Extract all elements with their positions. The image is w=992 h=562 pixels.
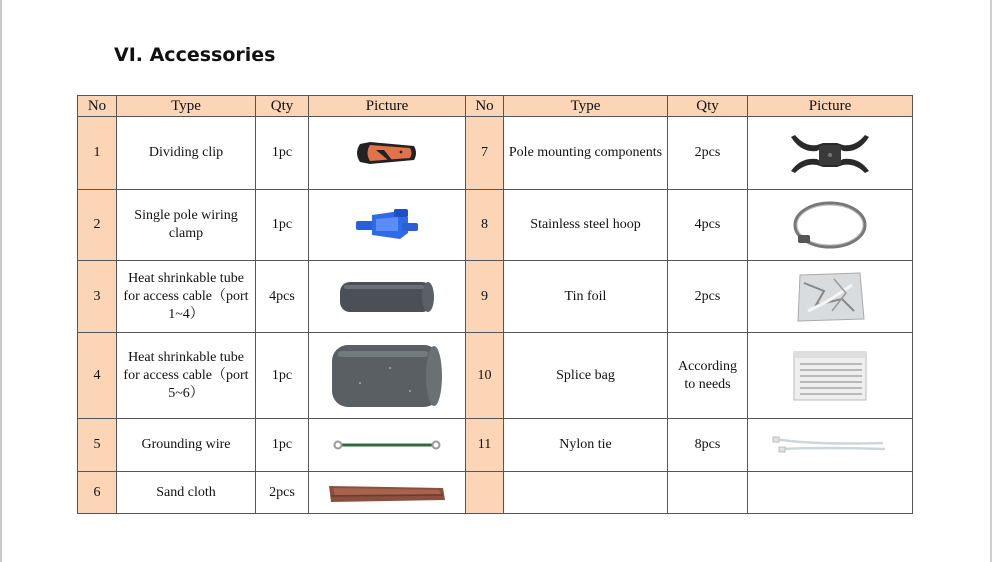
item-no: 8 [466,190,504,261]
wiring-clamp-icon [354,207,420,243]
header-type: Type [504,96,668,117]
item-no [466,472,504,514]
tin-foil-icon [794,271,866,323]
item-type: Nylon tie [504,419,668,472]
heat-shrink-tube-large-icon [330,343,444,409]
table-row [78,117,913,190]
pole-mount-icon [787,133,873,173]
steel-hoop-icon [790,199,870,251]
header-qty: Qty [256,96,309,117]
item-type: Stainless steel hoop [504,190,668,261]
item-qty: 4pcs [256,261,309,333]
page-edge-left [0,0,2,562]
item-qty: 2pcs [668,117,748,190]
nylon-tie-icon [771,435,889,455]
item-no: 2 [78,190,117,261]
header-type: Type [117,96,256,117]
item-no: 7 [466,117,504,190]
header-no: No [78,96,117,117]
item-no: 6 [78,472,117,514]
item-type: Heat shrinkable tube for access cable（port 5~6） [117,333,256,419]
table-row [78,190,913,261]
dividing-clip-icon [352,136,422,170]
item-type: Tin foil [504,261,668,333]
item-type: Single pole wiring clamp [117,190,256,261]
item-no: 4 [78,333,117,419]
item-qty: 1pc [256,117,309,190]
item-type: Sand cloth [117,472,256,514]
header-picture: Picture [748,96,913,117]
table-row [78,419,913,472]
heat-shrink-tube-small-icon [338,279,436,315]
header-picture: Picture [309,96,466,117]
item-no: 10 [466,333,504,419]
item-qty: 4pcs [668,190,748,261]
table-header-row [78,96,913,117]
item-qty [668,472,748,514]
item-no: 9 [466,261,504,333]
header-qty: Qty [668,96,748,117]
empty-picture-cell [748,472,913,514]
item-no: 3 [78,261,117,333]
item-qty: 2pcs [256,472,309,514]
item-no: 1 [78,117,117,190]
item-qty: 1pc [256,419,309,472]
item-qty: 8pcs [668,419,748,472]
item-type: Grounding wire [117,419,256,472]
table-row [78,333,913,419]
section-title: VI. Accessories [114,44,276,66]
item-qty: 2pcs [668,261,748,333]
item-qty: 1pc [256,190,309,261]
sand-cloth-icon [327,482,447,504]
item-type: Pole mounting components [504,117,668,190]
item-type [504,472,668,514]
item-type: Heat shrinkable tube for access cable（port 1~4） [117,261,256,333]
header-no: No [466,96,504,117]
item-qty: According to needs [668,333,748,419]
table-row [78,472,913,514]
item-no: 5 [78,419,117,472]
item-qty: 1pc [256,333,309,419]
splice-bag-icon [792,350,868,402]
item-type: Splice bag [504,333,668,419]
grounding-wire-icon [332,437,442,453]
item-no: 11 [466,419,504,472]
item-type: Dividing clip [117,117,256,190]
accessories-table [77,95,913,514]
table-row [78,261,913,333]
